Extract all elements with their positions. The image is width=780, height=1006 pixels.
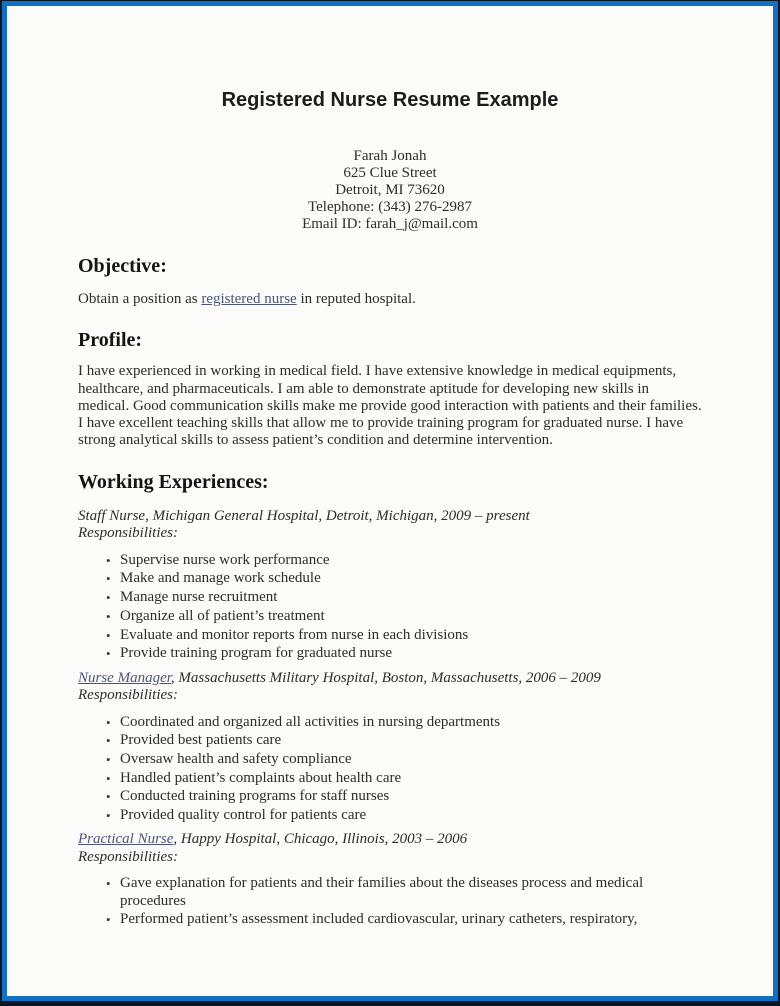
page-title: Registered Nurse Resume Example bbox=[221, 89, 559, 111]
responsibility-item: • Performed patient’s assessment included cardiovascular, urinary catheters, respiratory, bbox=[105, 911, 702, 928]
objective-heading: Objective: bbox=[78, 255, 167, 277]
responsibility-item: • Organize all of patient’s treatment bbox=[105, 608, 702, 625]
responsibility-item: • Conducted training programs for staff nurses bbox=[105, 788, 702, 805]
responsibility-item: • Handled patient’s complaints about health care bbox=[105, 770, 702, 787]
resume-content bbox=[7, 88, 773, 929]
objective-text-after: in reputed hospital. bbox=[296, 291, 416, 307]
responsibility-item: • Manage nurse recruitment bbox=[105, 589, 702, 606]
job-details: , Happy Hospital, Chicago, Illinois, 2003 – 2006 bbox=[173, 831, 468, 848]
objective-text bbox=[78, 291, 702, 308]
contact-block bbox=[78, 148, 702, 233]
responsibility-item: • Supervise nurse work performance bbox=[105, 552, 702, 569]
resume-page bbox=[7, 6, 773, 996]
contact-telephone: Telephone: (343) 276-2987 bbox=[308, 199, 472, 215]
profile-text: I have experienced in working in medical field. I have extensive knowledge in medical equipments, healthcare, and pharmaceuticals. I am able to demonstrate aptitude for developing new skills in medical. Good communication skills make me provide good interaction with patients and their families. I have excellent teaching skills that allow me to provide training program for graduated nurse. I have strong analytical skills to assess patient’s condition and determine intervention. bbox=[78, 363, 702, 449]
registered-nurse-link[interactable]: registered nurse bbox=[201, 291, 297, 307]
job-title-line bbox=[78, 831, 702, 849]
contact-email: Email ID: farah_j@mail.com bbox=[302, 216, 478, 232]
contact-name: Farah Jonah bbox=[353, 148, 427, 164]
job-title-line bbox=[78, 670, 702, 688]
responsibility-item: • Evaluate and monitor reports from nurse in each divisions bbox=[105, 627, 702, 644]
job-details: , Massachusetts Military Hospital, Boston, Massachusetts, 2006 – 2009 bbox=[170, 669, 601, 686]
responsibilities-label: Responsibilities: bbox=[78, 687, 178, 704]
responsibility-item: • Make and manage work schedule bbox=[105, 570, 702, 587]
nurse-manager-link[interactable]: Nurse Manager bbox=[78, 669, 171, 686]
document-frame bbox=[2, 1, 778, 1001]
profile-heading: Profile: bbox=[78, 329, 143, 352]
responsibility-item: • Coordinated and organized all activities in nursing departments bbox=[105, 714, 702, 731]
contact-street: 625 Clue Street bbox=[343, 165, 437, 181]
job-title-line bbox=[78, 508, 702, 526]
practical-nurse-link[interactable]: Practical Nurse bbox=[78, 831, 174, 848]
responsibility-item: • Oversaw health and safety compliance bbox=[105, 751, 702, 768]
responsibility-item: • Provided best patients care bbox=[105, 732, 702, 749]
responsibility-item: • Provide training program for graduated nurse bbox=[105, 645, 702, 662]
job-details: , Michigan General Hospital, Detroit, Michigan, 2009 – present bbox=[145, 507, 530, 524]
job-title: Staff Nurse bbox=[78, 507, 146, 524]
experience-heading: Working Experiences: bbox=[78, 470, 269, 493]
responsibilities-list bbox=[78, 714, 702, 825]
responsibility-item: • Gave explanation for patients and their families about the diseases process and medical procedures bbox=[105, 875, 702, 910]
contact-city-line: Detroit, MI 73620 bbox=[335, 182, 445, 198]
responsibilities-label: Responsibilities: bbox=[78, 848, 178, 865]
responsibilities-label: Responsibilities: bbox=[78, 525, 178, 542]
responsibilities-list bbox=[78, 875, 702, 928]
objective-text-before: Obtain a position as bbox=[78, 291, 202, 307]
responsibilities-list bbox=[78, 552, 702, 663]
responsibility-item: • Provided quality control for patients care bbox=[105, 807, 702, 824]
